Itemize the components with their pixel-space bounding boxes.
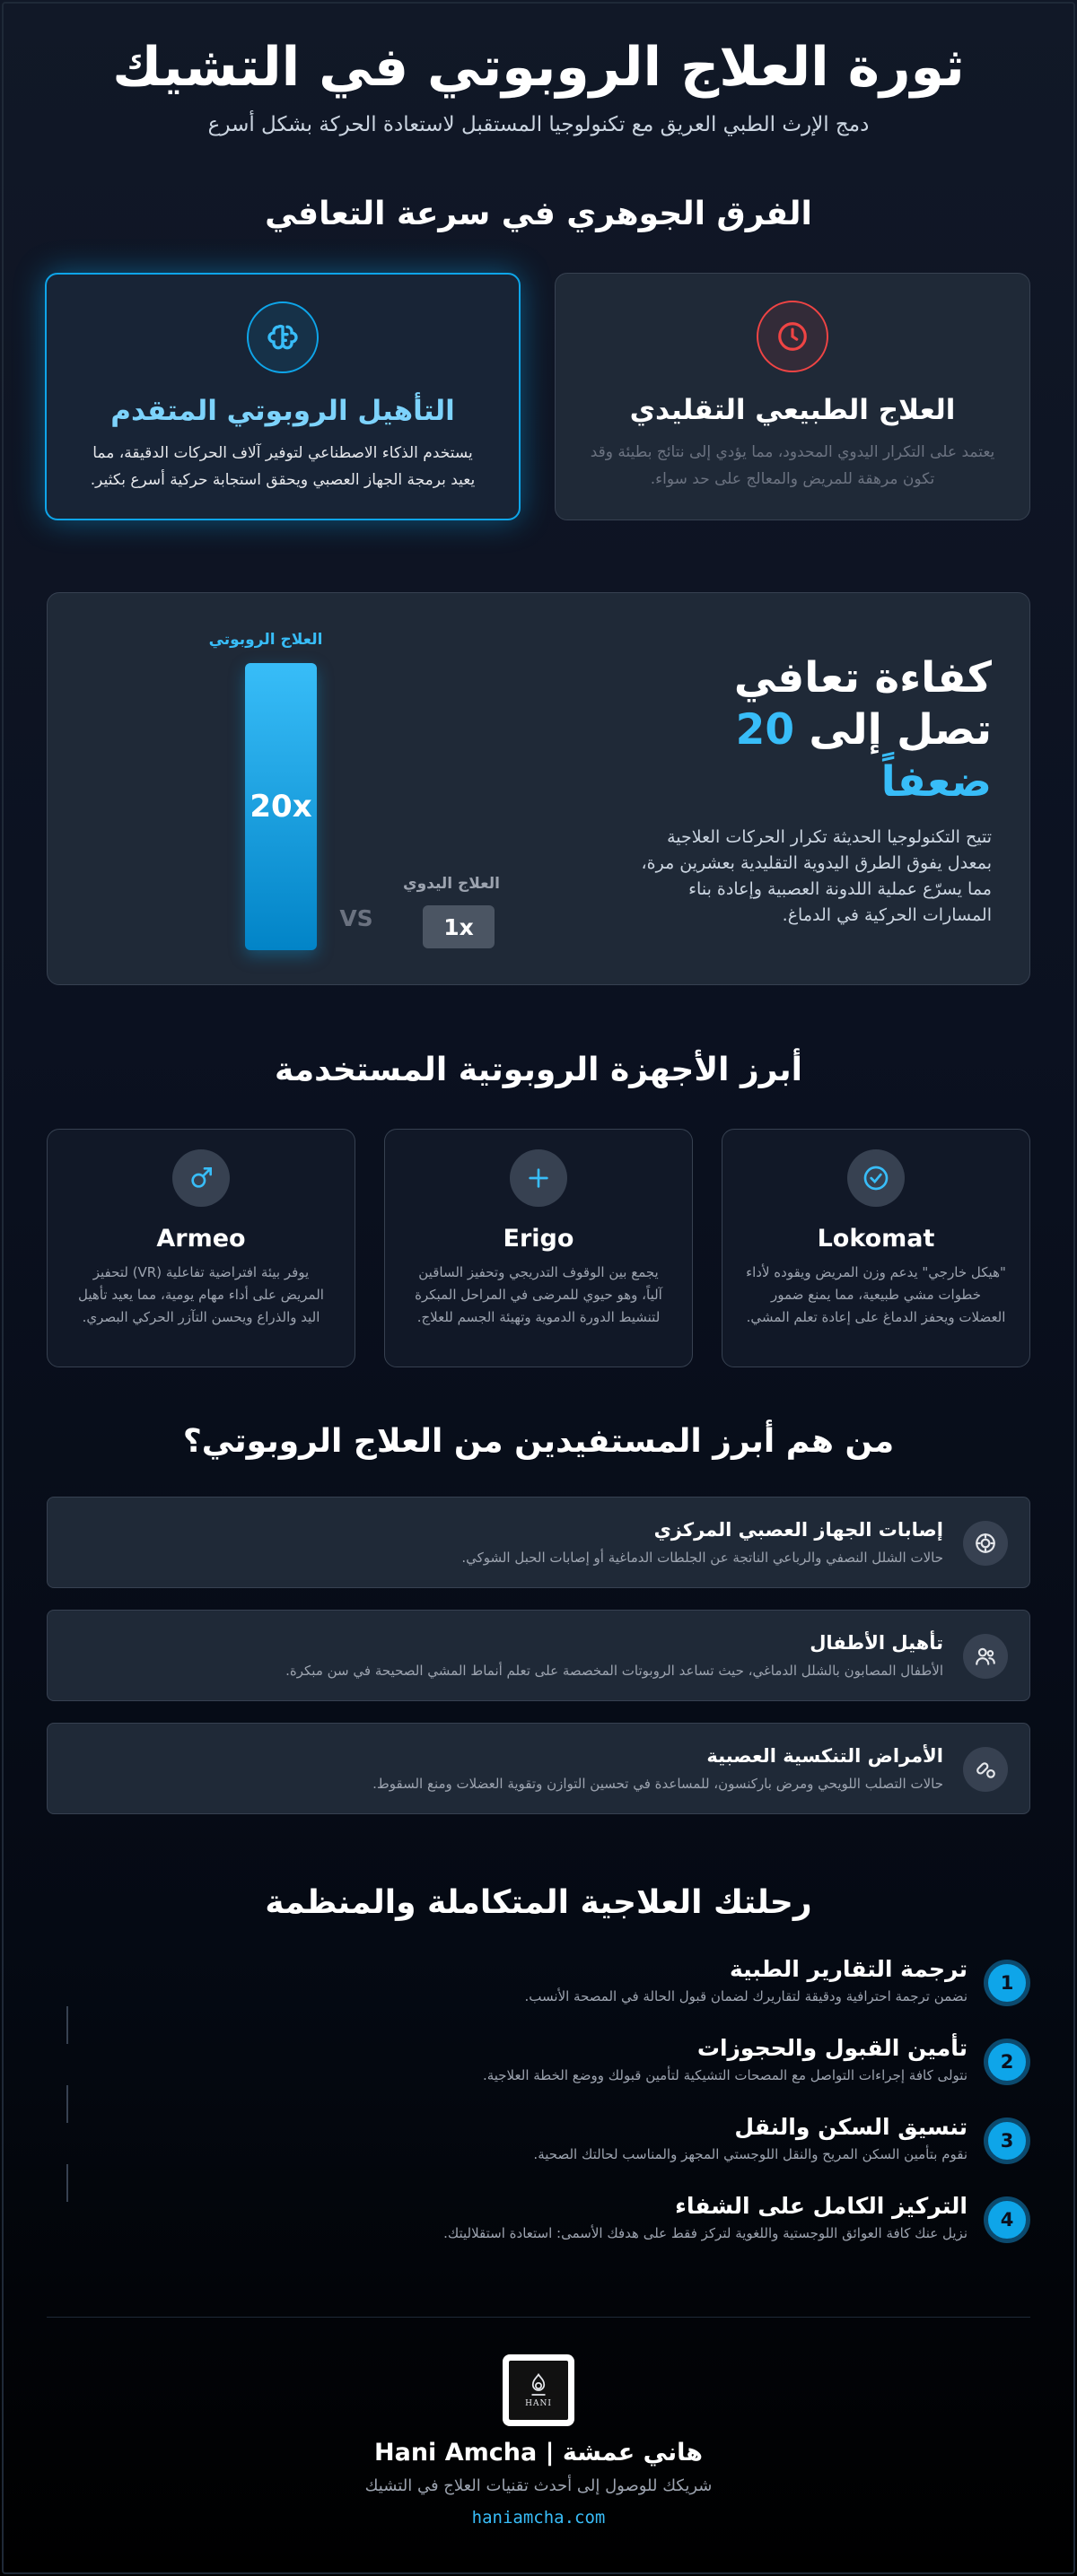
efficiency-headline-line2 [615,704,992,756]
users-icon [963,1634,1008,1679]
beneficiaries-section-title: من هم أبرز المستفيدين من العلاج الروبوتي؟ [182,1423,895,1460]
device-description: "هيكل خارجي" يدعم وزن المريض ويقوده لأداء خطوات مشي طبيعية، مما يمنع ضمور العضلات ويحفز الدماغ على إعادة تعلم المشي. [746,1264,1006,1325]
timeline-connector [66,2085,68,2123]
robot-bar-label: العلاج الروبوتي [208,631,323,649]
emblem-icon [525,2372,552,2399]
step-title: التركيز الكامل على الشفاء [675,2193,968,2219]
beneficiary-card-neurodegenerative [47,1723,1030,1814]
efficiency-headline-line1: كفاءة تعافي [733,653,992,703]
target-icon [963,1521,1008,1566]
versus-label: VS [339,905,373,931]
pill-icon [963,1747,1008,1792]
step-title: تنسيق السكن والنقل [734,2114,968,2140]
robot-bar-value: 20x [250,789,312,825]
manual-bar-label: العلاج اليدوي [402,875,500,893]
beneficiary-title: إصابات الجهاز العصبي المركزي [653,1519,943,1541]
beneficiary-card-cns [47,1497,1030,1588]
traditional-therapy-title: العلاج الطبيعي التقليدي [629,394,956,426]
device-name: Erigo [503,1225,574,1253]
step-description: نضمن ترجمة احترافية ودقيقة لتقاريرك لضمان قبول الحالة في المصحة الأنسب. [524,1988,968,2004]
device-description: يوفر بيئة افتراضية تفاعلية (VR) لتحفيز المريض على أداء مهام يومية، مما يعيد تأهيل اليد والذراع ويحسن التآزر الحركي البصري. [78,1264,324,1325]
journey-step [223,2193,1030,2259]
footer-website-link[interactable]: haniamcha.com [471,2508,606,2528]
device-name: Armeo [156,1225,246,1253]
device-card-lokomat [722,1129,1030,1367]
brand-logo [503,2354,574,2426]
footer-divider [47,2317,1030,2318]
robotic-therapy-description: يستخدم الذكاء الاصطناعي لتوفير آلاف الحركات الدقيقة، مما يعيد برمجة الجهاز العصبي ويحقق استجابة حركية أسرع بكثير. [90,444,476,489]
step-title: ترجمة التقارير الطبية [729,1956,968,1982]
manual-bar-value: 1x [443,913,474,940]
manual-bar [423,905,495,948]
brain-icon [247,301,319,373]
plus-icon [510,1149,567,1207]
step-description: نتولى كافة إجراءات التواصل مع المصحات التشيكية لتأمين قبولك ووضع الخطة العلاجية. [482,2067,968,2083]
journey-step [223,2114,1030,2180]
step-number-badge: 1 [984,1960,1030,2006]
step-number-badge: 2 [984,2039,1030,2085]
gender-male-icon [172,1149,230,1207]
beneficiary-title: تأهيل الأطفال [810,1632,943,1654]
efficiency-panel [47,592,1030,985]
logo-wordmark: HANI [525,2399,552,2408]
beneficiary-card-children [47,1610,1030,1701]
device-card-erigo [384,1129,693,1367]
efficiency-description: تتيح التكنولوجيا الحديثة تكرار الحركات العلاجية بمعدل يفوق الطرق اليدوية التقليدية بعشرين مرة، مما يسرّع عملية اللدونة العصبية وإعادة بناء المسارات الحركية في الدماغ. [641,827,992,925]
traditional-therapy-description: يعتمد على التكرار اليدوي المحدود، مما يؤدي إلى نتائج بطيئة وقد تكون مرهقة للمريض والمعالج على حد سواء. [590,443,995,488]
efficiency-headline-line3: ضعفاً [880,757,992,807]
step-number-badge: 3 [984,2118,1030,2164]
robotic-therapy-title: التأهيل الروبوتي المتقدم [110,395,455,427]
beneficiary-title: الأمراض التنكسية العصبية [706,1745,943,1767]
robot-bar [245,663,317,950]
clock-icon [757,301,828,372]
journey-step [223,2035,1030,2101]
page-title: ثورة العلاج الروبوتي في التشيك [112,36,965,99]
step-number-badge: 4 [984,2196,1030,2243]
efficiency-headline [615,652,992,808]
device-description: يجمع بين الوقوف التدريجي وتحفيز الساقين آلياً، وهو حيوي للمرضى في المراحل المبكرة لتنشيط الدورة الدموية وتهيئة الجسم للعلاج. [415,1264,662,1325]
device-name: Lokomat [817,1225,935,1253]
timeline-connector [66,2006,68,2044]
difference-section-title: الفرق الجوهري في سرعة التعافي [265,196,812,232]
robotic-therapy-card [45,273,521,520]
journey-section-title: رحلتك العلاجية المتكاملة والمنظمة [265,1884,812,1921]
traditional-therapy-card [555,273,1030,520]
efficiency-headline-text: تصل إلى [809,705,992,755]
footer-tagline[interactable]: شريكك للوصول إلى أحدث تقنيات العلاج في التشيك [364,2476,713,2495]
beneficiary-description: حالات الشلل النصفي والرباعي الناتجة عن الجلطات الدماغية أو إصابات الحبل الشوكي. [461,1550,943,1566]
check-circle-icon [847,1149,905,1207]
timeline-connector [66,2164,68,2202]
step-description: نزيل عنك كافة العوائق اللوجستية واللغوية لتركز فقط على هدفك الأسمى: استعادة استقلاليتك. [443,2225,968,2241]
device-card-armeo [47,1129,355,1367]
step-description: نقوم بتأمين السكن المريح والنقل اللوجستي المجهز والمناسب لحالتك الصحية. [533,2146,968,2162]
beneficiary-description: الأطفال المصابون بالشلل الدماغي، حيث تساعد الروبوتات المخصصة على تعلم أنماط المشي الصحيحة في سن مبكرة. [285,1663,943,1679]
beneficiary-description: حالات التصلب اللويحي ومرض باركنسون، للمساعدة في تحسين التوازن وتقوية العضلات ومنع السقوط. [372,1776,943,1792]
efficiency-headline-number: 20 [735,705,795,755]
page-subtitle: دمج الإرث الطبي العريق مع تكنولوجيا المستقبل لاستعادة الحركة بشكل أسرع [207,113,870,136]
step-title: تأمين القبول والحجوزات [696,2035,968,2061]
footer-brand-name: Hani Amcha | هاني عمشة [374,2439,703,2467]
devices-section-title: أبرز الأجهزة الروبوتية المستخدمة [274,1052,803,1088]
journey-step [223,1956,1030,2022]
